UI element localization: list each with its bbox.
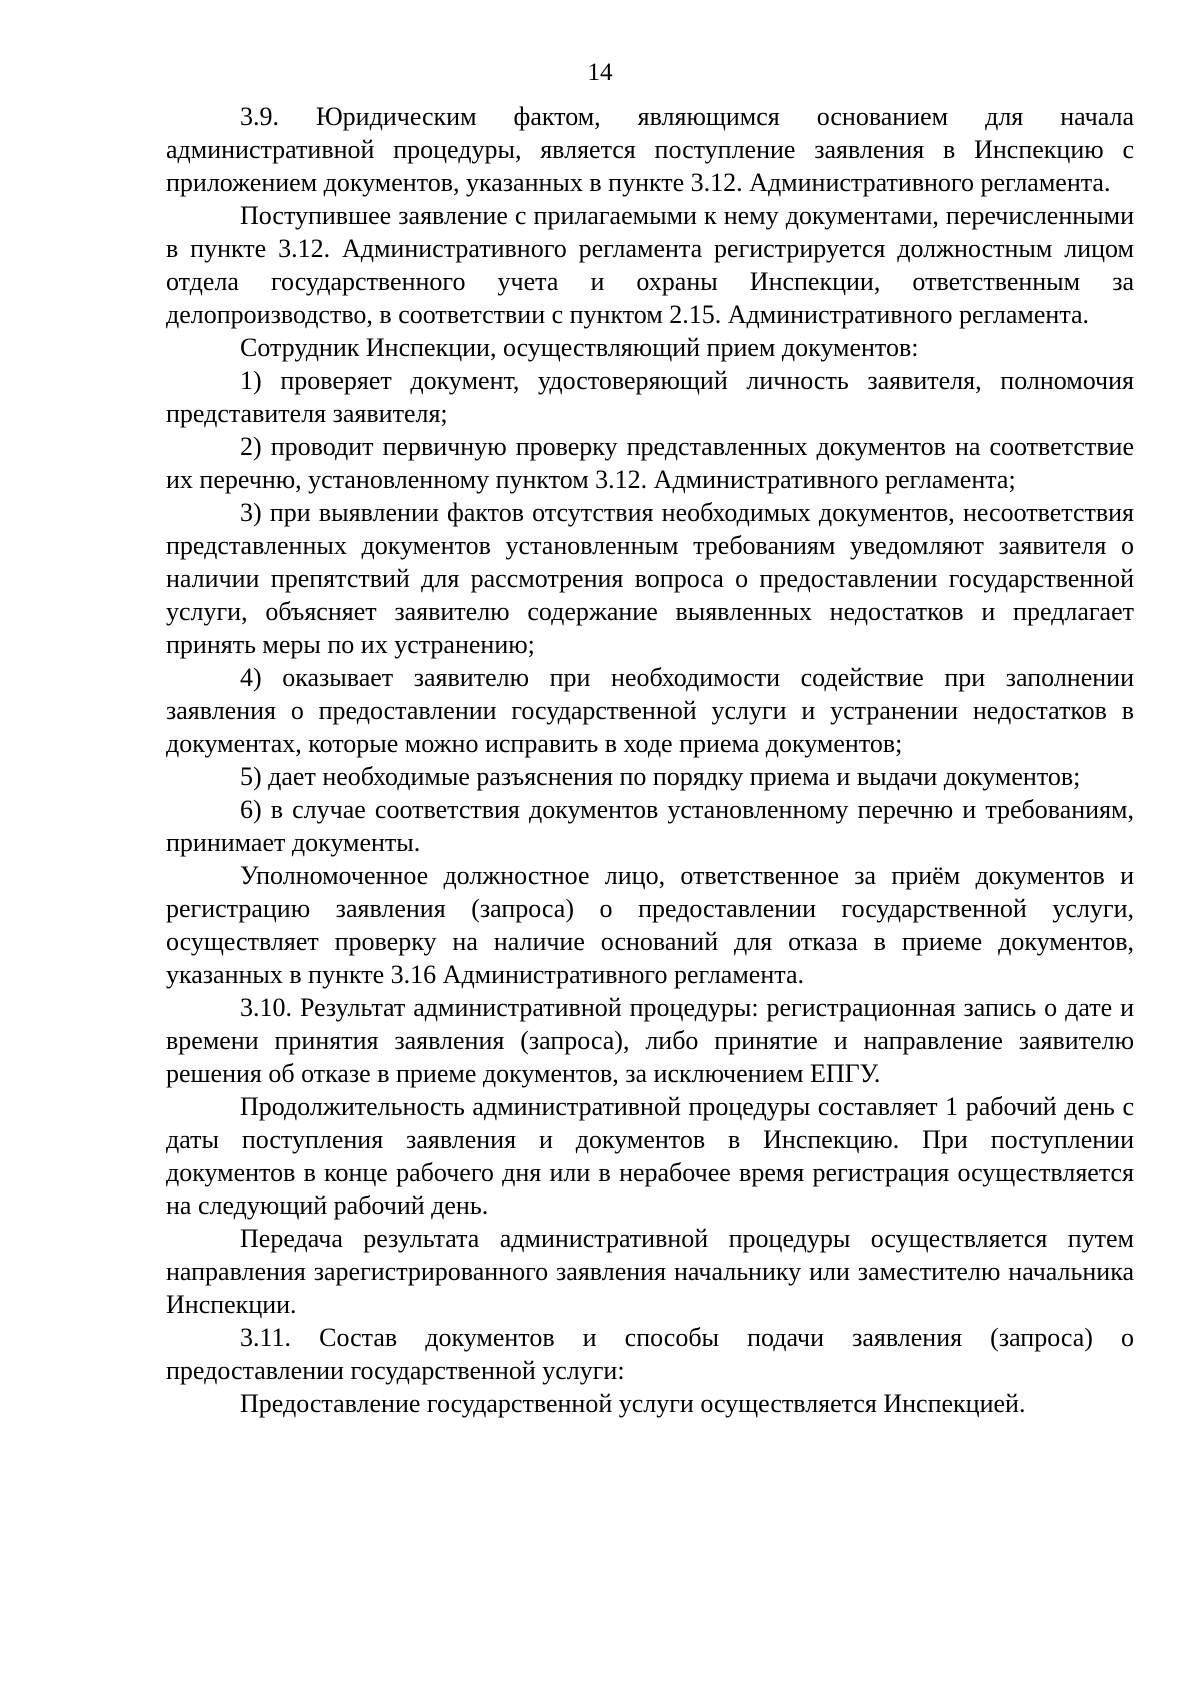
paragraph-authorized-official: Уполномоченное должностное лицо, ответственное за приём документов и регистрацию заявления (запроса) о предоставлении государственной услуги, осуществляет проверку на наличие оснований для отказа в приеме документов, указанных в пункте 3.16 Административного регламента. bbox=[166, 861, 1134, 989]
list-item-2: 2) проводит первичную проверку представленных документов на соответствие их перечню, установленному пунктом 3.12. Административного регламента; bbox=[166, 432, 1134, 494]
paragraph-employee-duties-intro: Сотрудник Инспекции, осуществляющий прием документов: bbox=[240, 333, 919, 362]
list-item-4: 4) оказывает заявителю при необходимости содействие при заполнении заявления о предоставлении государственной услуги и устранении недостатков в документах, которые можно исправить в ходе приема документов; bbox=[166, 663, 1134, 758]
paragraph-3-11: 3.11. Состав документов и способы подачи заявления (запроса) о предоставлении государственной услуги: bbox=[166, 1323, 1134, 1385]
page-number: 14 bbox=[587, 59, 613, 86]
paragraph-service-provider: Предоставление государственной услуги осуществляется Инспекцией. bbox=[240, 1389, 1026, 1418]
paragraph-transfer-result: Передача результата административной процедуры осуществляется путем направления зарегистрированного заявления начальнику или заместителю начальника Инспекции. bbox=[166, 1224, 1134, 1319]
document-body bbox=[166, 100, 1134, 1420]
paragraph-registration: Поступившее заявление с прилагаемыми к нему документами, перечисленными в пункте 3.12. Административного регламента регистрируется должностным лицом отдела государственного учета и охраны Инспекции, ответственным за делопроизводство, в соответствии с пунктом 2.15. Административного регламента. bbox=[166, 201, 1134, 329]
list-item-5: 5) дает необходимые разъяснения по порядку приема и выдачи документов; bbox=[240, 762, 1081, 791]
list-item-3: 3) при выявлении фактов отсутствия необходимых документов, несоответствия представленных документов установленным требованиям уведомляют заявителя о наличии препятствий для рассмотрения вопроса о предоставлении государственной услуги, объясняет заявителю содержание выявленных недостатков и предлагает принять меры по их устранению; bbox=[166, 498, 1134, 659]
paragraph-3-9: 3.9. Юридическим фактом, являющимся основанием для начала административной процедуры, является поступление заявления в Инспекцию с приложением документов, указанных в пункте 3.12. Административного регламента. bbox=[166, 102, 1134, 197]
paragraph-duration: Продолжительность административной процедуры составляет 1 рабочий день с даты поступления заявления и документов в Инспекцию. При поступлении документов в конце рабочего дня или в нерабочее время регистрация осуществляется на следующий рабочий день. bbox=[166, 1092, 1134, 1220]
paragraph-3-10: 3.10. Результат административной процедуры: регистрационная запись о дате и времени принятия заявления (запроса), либо принятие и направление заявителю решения об отказе в приеме документов, за исключением ЕПГУ. bbox=[166, 993, 1134, 1088]
list-item-1: 1) проверяет документ, удостоверяющий личность заявителя, полномочия представителя заявителя; bbox=[166, 366, 1134, 428]
list-item-6: 6) в случае соответствия документов установленному перечню и требованиям, принимает документы. bbox=[166, 795, 1134, 857]
